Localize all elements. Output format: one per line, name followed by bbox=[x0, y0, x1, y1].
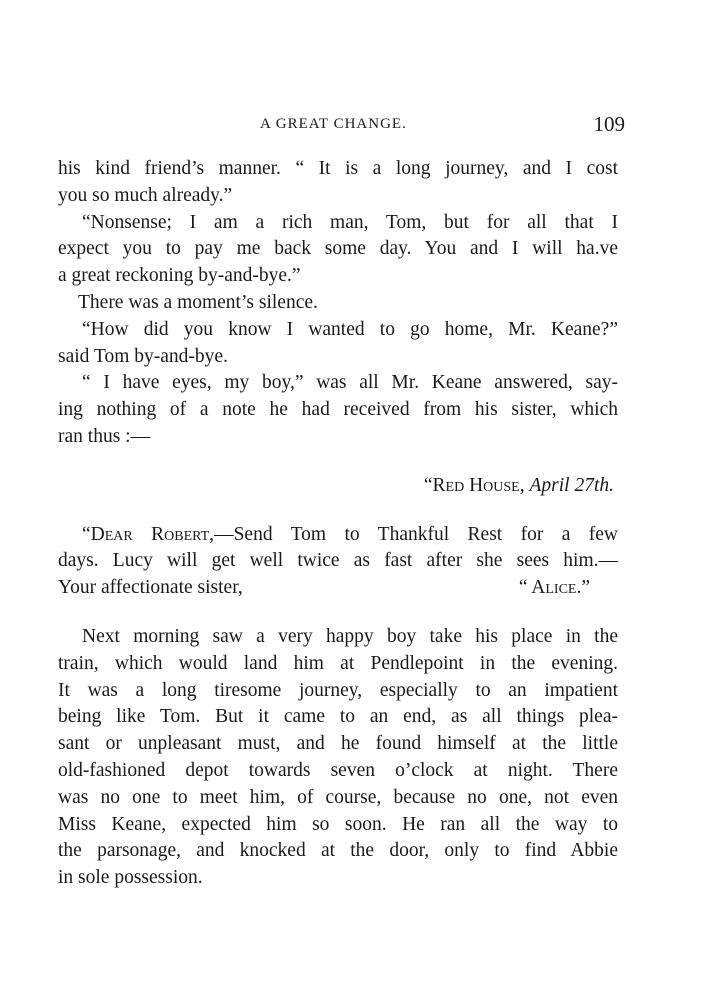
text-line: Next morning saw a very happy boy take his place in the bbox=[82, 625, 618, 647]
text-line: being like Tom. But it came to an end, as all things plea- bbox=[58, 706, 618, 728]
text-line: a great reckoning by-and-bye.” bbox=[58, 265, 301, 287]
letter-line bbox=[58, 522, 618, 549]
text-line: expect you to pay me back some day. You and I will ha.ve bbox=[58, 238, 618, 260]
running-title: A GREAT CHANGE. bbox=[260, 116, 407, 132]
page-body bbox=[58, 156, 618, 892]
letter-place: “Red House, bbox=[423, 474, 525, 496]
letter-signoff bbox=[58, 575, 618, 602]
text-line: It was a long tiresome journey, especially to an impatient bbox=[58, 679, 618, 701]
text-line: “ I have eyes, my boy,” was all Mr. Keane answered, say- bbox=[82, 372, 618, 394]
letter-signature: “ Alice.” bbox=[518, 577, 590, 599]
text-line: “How did you know I wanted to go home, Mr. Keane?” bbox=[82, 318, 618, 340]
letter-salutation: “Dear Robert, bbox=[82, 523, 215, 545]
letter-heading bbox=[58, 473, 618, 500]
text-line: old-fashioned depot towards seven o’clock at night. There bbox=[58, 759, 618, 781]
spacer bbox=[58, 500, 618, 522]
letter-line: days. Lucy will get well twice as fast after she sees him.— bbox=[58, 550, 618, 572]
text-line: his kind friend’s manner. “ It is a long journey, and I cost bbox=[58, 158, 618, 179]
text-line: ran thus :— bbox=[58, 425, 151, 447]
letter-date: April 27th. bbox=[529, 474, 614, 496]
text-line: in sole possession. bbox=[58, 867, 203, 889]
text-line: Miss Keane, expected him so soon. He ran all the way to bbox=[58, 813, 618, 835]
page-number: 109 bbox=[593, 112, 625, 136]
spacer bbox=[58, 602, 618, 624]
text-line: train, which would land him at Pendlepoint in the evening. bbox=[58, 652, 618, 674]
text-line: There was a moment’s silence. bbox=[78, 291, 318, 313]
letter-closing: Your affectionate sister, bbox=[58, 577, 243, 599]
text-line: sant or unpleasant must, and he found himself at the little bbox=[58, 733, 618, 755]
spacer bbox=[58, 451, 618, 473]
text-line: was no one to meet him, of course, because no one, not even bbox=[58, 786, 618, 808]
letter-text: —Send Tom to Thankful Rest for a few bbox=[214, 523, 618, 545]
text-line: the parsonage, and knocked at the door, only to find Abbie bbox=[58, 840, 618, 862]
text-line: you so much already.” bbox=[58, 184, 233, 206]
text-line: said Tom by-and-bye. bbox=[58, 345, 228, 367]
page-header bbox=[60, 112, 625, 142]
text-line: “Nonsense; I am a rich man, Tom, but for all that I bbox=[82, 211, 618, 233]
text-line: ing nothing of a note he had received from his sister, which bbox=[58, 399, 618, 421]
